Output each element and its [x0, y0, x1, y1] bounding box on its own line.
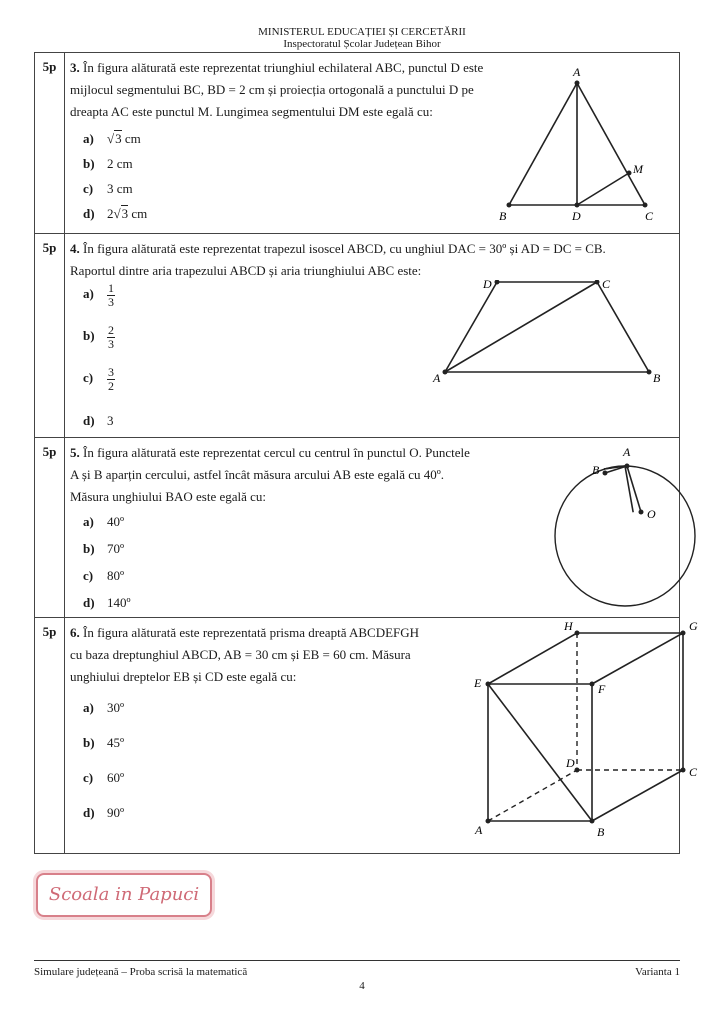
question-6-body [65, 618, 698, 854]
label-e: E [474, 676, 482, 690]
point-a [625, 464, 630, 469]
question-5-text: 5. În figura alăturată este reprezentat cercul cu centrul în punctul O. Punctele A și B aparțin cercului, astfel încât măsura arcului AB este egală cu 40º. Măsura unghiului BAO este egală cu: [70, 445, 470, 504]
hidden-edge-ad [488, 770, 577, 821]
questions-table [34, 52, 698, 854]
option-b[interactable]: b) $\frac{2}{3}$ [83, 323, 114, 351]
label-d: D [572, 209, 581, 223]
label-c: C [602, 280, 611, 291]
point-g [681, 631, 686, 636]
option-b[interactable]: b) 70º [83, 541, 125, 556]
point-b [603, 471, 608, 476]
label-c: C [689, 765, 698, 779]
label-a: A [573, 65, 581, 79]
points-badge: 5p [35, 234, 65, 438]
side-ac [577, 83, 645, 205]
label-g: G [689, 620, 698, 633]
ministry-name: MINISTERUL EDUCAȚIEI ȘI CERCETĂRII [258, 26, 466, 38]
label-a: A [623, 445, 631, 459]
question-4-text: 4. În figura alăturată este reprezentat trapezul isoscel ABCD, cu unghiul DAC = 30º și AD = DC = CB. Raportul dintre aria trapezului ABCD și aria triunghiului ABC este: [70, 241, 606, 278]
point-d [575, 203, 580, 208]
circle-o [555, 466, 695, 606]
question-5-row [35, 438, 680, 618]
circle-figure [545, 442, 715, 614]
edge-bc [592, 770, 683, 821]
page-number: 4 [359, 980, 365, 992]
prism-figure [465, 620, 715, 850]
scoala-in-papuci-logo: Scoala in Papuci [36, 873, 212, 917]
footer-divider [34, 960, 680, 961]
option-a[interactable]: a) √3 cm [83, 131, 141, 146]
question-3-row [35, 53, 680, 234]
label-a: A [433, 371, 441, 385]
label-d: D [566, 756, 575, 770]
option-a[interactable]: a) 30º [83, 700, 125, 715]
option-b[interactable]: b) 45º [83, 735, 125, 750]
question-6-text: 6. În figura alăturată este reprezentată prisma dreaptă ABCDEFGH cu baza dreptunghiul ABCD, AB = 30 cm și EB = 60 cm. Măsura unghiului dreptelor EB și CD este egală cu: [70, 625, 420, 684]
point-c [681, 768, 686, 773]
question-3-body [65, 53, 680, 234]
question-6-row [35, 618, 680, 854]
side-cb [597, 282, 649, 372]
diagonal-ac [445, 282, 597, 372]
point-h [575, 631, 580, 636]
option-a[interactable]: a) $\frac{1}{3}$ [83, 281, 114, 309]
point-a [486, 819, 491, 824]
point-e [486, 682, 491, 687]
triangle-figure [495, 63, 695, 228]
trapezoid-figure [425, 280, 665, 390]
point-d [575, 768, 580, 773]
label-o: O [647, 507, 656, 521]
option-d[interactable]: d) 3 [83, 413, 114, 428]
option-d[interactable]: d) 90º [83, 805, 125, 820]
option-c[interactable]: c) 80º [83, 568, 125, 583]
label-f: F [598, 682, 606, 696]
question-3-text: 3. În figura alăturată este reprezentat triunghiul echilateral ABC, punctul D este mijlocul segmentului BC, BD = 2 cm și proiecția ortogonală a punctului D pe dreapta AC este punctul M. Lungimea segmentului DM este egală cu: [70, 60, 484, 119]
option-c[interactable]: c) 60º [83, 770, 125, 785]
point-b [647, 370, 652, 375]
label-a: A [475, 823, 483, 837]
label-b: B [653, 371, 661, 385]
label-d: D [483, 280, 492, 291]
question-5-body [65, 438, 680, 618]
segment-dm [577, 173, 629, 205]
footer-exam-title: Simulare județeană – Proba scrisă la matematică [34, 966, 248, 978]
option-d[interactable]: d) 140º [83, 595, 131, 610]
point-a [575, 81, 580, 86]
points-badge: 5p [35, 438, 65, 618]
point-m [627, 171, 632, 176]
point-b [590, 819, 595, 824]
point-o [639, 510, 644, 515]
label-m: M [633, 162, 643, 176]
point-a [443, 370, 448, 375]
point-f [590, 682, 595, 687]
question-4-row [35, 234, 680, 438]
points-badge: 5p [35, 618, 65, 854]
label-c: C [645, 209, 654, 223]
point-c [643, 203, 648, 208]
point-b [507, 203, 512, 208]
label-h: H [564, 620, 573, 633]
inspectorate-name: Inspectoratul Școlar Județean Bihor [283, 38, 441, 50]
page-header [0, 27, 724, 51]
option-c[interactable]: c) $\frac{3}{2}$ [83, 365, 114, 393]
edge-fg [592, 633, 683, 684]
question-4-body [65, 234, 680, 438]
footer-variant: Varianta 1 [635, 966, 680, 978]
label-b: B [592, 463, 600, 477]
option-c[interactable]: c) 3 cm [83, 181, 133, 196]
label-b: B [499, 209, 507, 223]
option-b[interactable]: b) 2 cm [83, 156, 133, 171]
side-ab [509, 83, 577, 205]
option-d[interactable]: d) 2√3 cm [83, 206, 148, 221]
edge-eh [488, 633, 577, 684]
option-a[interactable]: a) 40º [83, 514, 125, 529]
label-b: B [597, 825, 605, 839]
side-ad [445, 282, 497, 372]
points-badge: 5p [35, 53, 65, 234]
